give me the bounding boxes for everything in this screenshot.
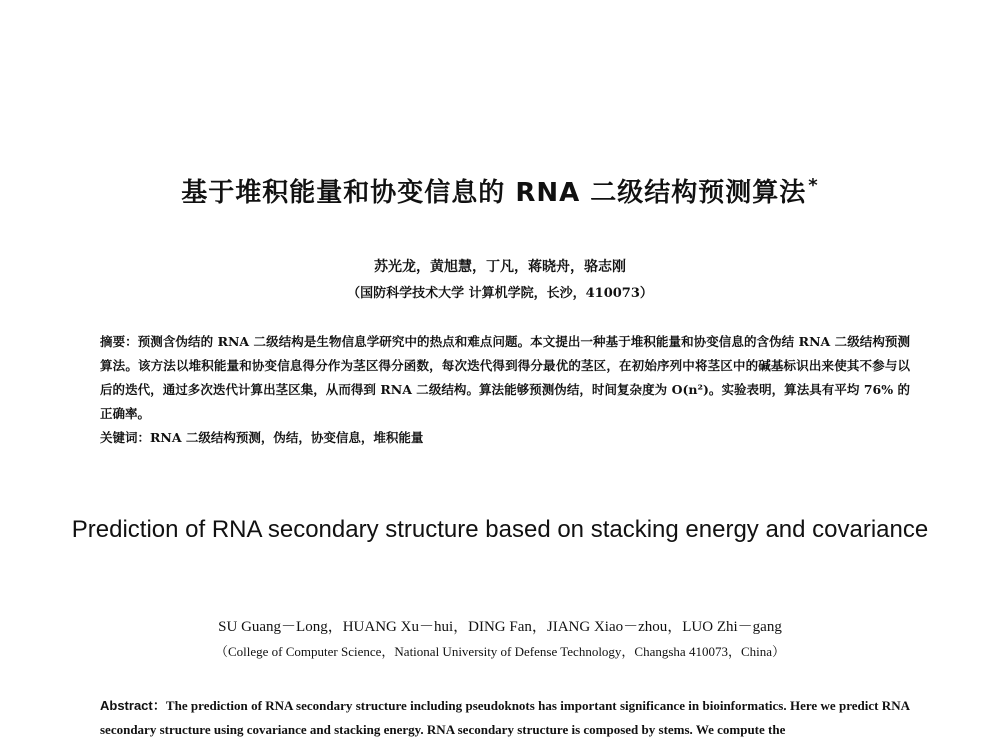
chinese-keywords-text: RNA 二级结构预测，伪结，协变信息，堆积能量 <box>150 430 424 445</box>
english-authors: SU Guang－Long，HUANG Xu－hui，DING Fan，JIANG Xiao－zhou，LUO Zhi－gang <box>218 619 782 635</box>
chinese-affiliation: （国防科学技术大学 计算机学院，长沙，410073） <box>347 286 653 301</box>
chinese-title <box>0 172 1000 209</box>
chinese-abstract <box>100 330 910 426</box>
english-affiliation: （College of Computer Science，National University of Defense Technology，Changsha 410073，China） <box>214 644 785 659</box>
chinese-keywords-label: 关键词： <box>100 430 151 445</box>
english-abstract <box>100 694 910 742</box>
title-footnote-mark: * <box>808 175 819 197</box>
chinese-title-text: 基于堆积能量和协变信息的 RNA 二级结构预测算法 <box>181 178 807 208</box>
english-abstract-label: Abstract： <box>100 698 166 713</box>
chinese-abstract-text: 预测含伪结的 RNA 二级结构是生物信息学研究中的热点和难点问题。本文提出一种基于堆积能量和协变信息的含伪结 RNA 二级结构预测算法。该方法以堆积能量和协变信息得分作为茎区得分函数，每次迭代得到得分最优的茎区，在初始序列中将茎区中的碱基标识出来使其不参与以后的迭代，通过多次迭代计算出茎区集，从而得到 RNA 二级结构。算法能够预测伪结，时间复杂度为 O(n²)。实验表明，算法具有平均 76% 的正确率。 <box>100 334 910 421</box>
chinese-keywords <box>100 426 910 450</box>
english-abstract-text: The prediction of RNA secondary structure including pseudoknots has important significance in bioinformatics. Here we predict RNA secondary structure using covariance and stacking energy. RNA secondary structure is composed by stems. We compute the <box>100 698 910 737</box>
chinese-abstract-label: 摘要： <box>100 334 138 349</box>
english-title: Prediction of RNA secondary structure based on stacking energy and covariance <box>71 516 929 543</box>
chinese-authors: 苏光龙，黄旭慧，丁凡，蒋晓舟，骆志刚 <box>374 259 626 275</box>
